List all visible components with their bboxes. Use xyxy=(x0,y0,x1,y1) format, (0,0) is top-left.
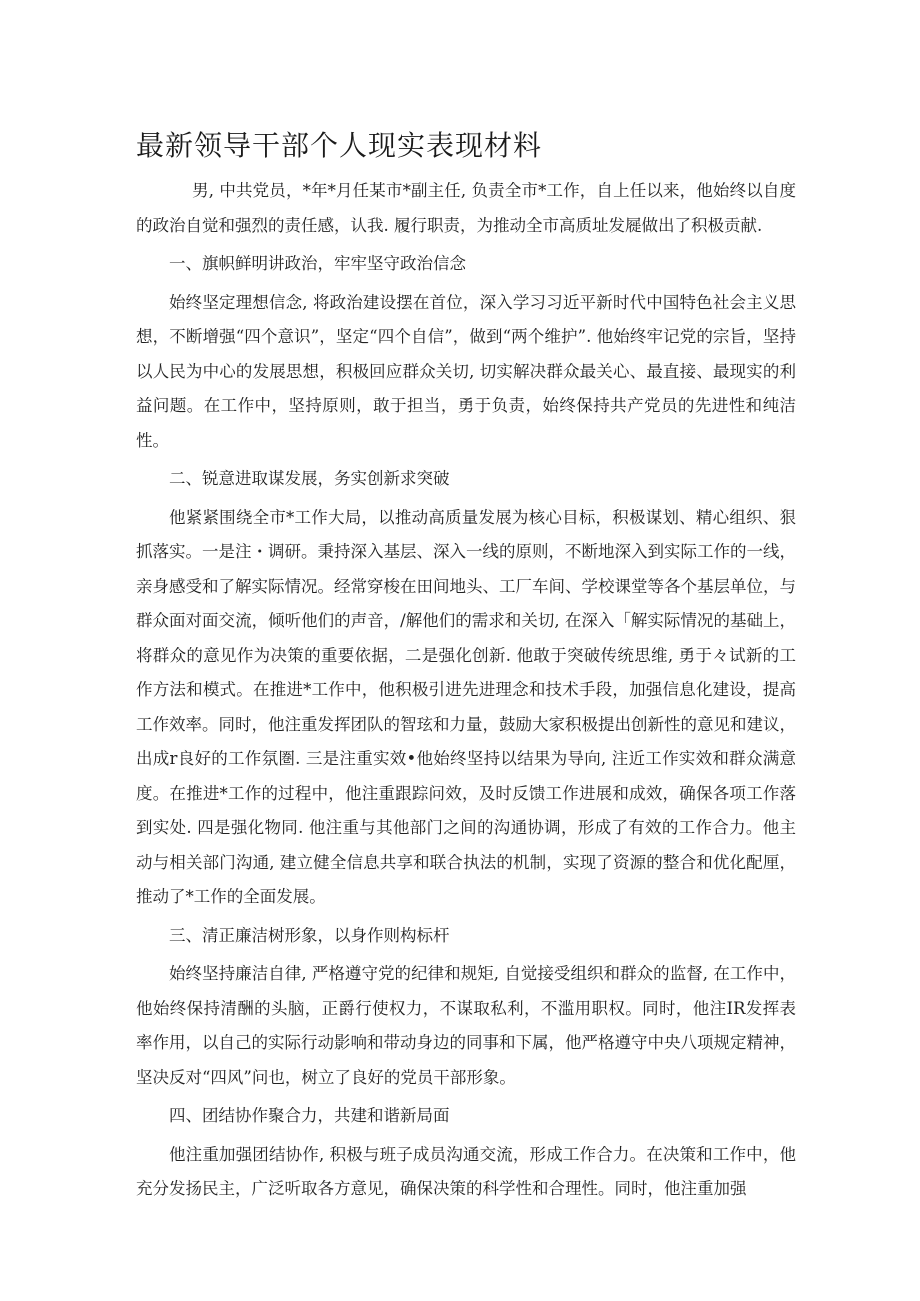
document-body xyxy=(136,174,796,1207)
section-heading-4: 四、团结协作聚合力，共建和谐新局面 xyxy=(169,1106,450,1125)
section-paragraph-2: 他紧紧围绕全市*工作大局，以推动高质量发展为核心目标，积极谋划、精心组织、狠抓落实。一是注・调研。秉持深入基层、深入一线的原则，不断地深入到实际工作的一线，亲身感受和了解实际情况。经常穿梭在田间地头、工厂车间、学校课堂等各个基层单位，与群众面对面交流，倾听他们的声音，/解他们的需求和关切, 在深入「解实际情况的基础上，将群众的意见作为决策的重要依据，二是强化创新. 他敢于突破传统思维, 勇于々试新的工作方法和模式。在推进*工作中，他积极引进先进理念和技术手段，加强信息化建设，提高工作效率。同时，他注重发挥团队的智玹和力量，鼓励大家积极提出创新性的意见和建议，出成r良好的工作氛圏. 三是注重实效•他始终坚持以结果为导向, 注近工作实效和群众满意度。在推进*工作的过程中，他注重跟踪问效，及时反馈工作进展和成效，确保各项工作落到实处. 四是强化物同. 他注重与其他部门之间的沟通协调，形成了有效的工作合力。他主动与相关部门沟通, 建立健全信息共享和联合执法的机制，实现了资源的整合和优化配厘，推动了*工作的全面发展。 xyxy=(136,507,796,906)
section-paragraph-3: 始终坚持廉洁自律, 严格遵守党的纪律和规矩, 自觉接受组织和群众的监督, 在工作中，他始终保持清酬的头脑，正爵行使权力，不谋取私利，不滥用职权。同时，他注IR发挥表率作用，以自己的实际行动影响和带动身边的同事和下属，他严格遵守中央八项规定精神，坚决反对“四风”问也，树立了良好的党员干部形象。 xyxy=(136,964,796,1087)
section-paragraph-1: 始终坚定理想信念, 将政治建设摆在首位，深入学习习近平新时代中国特色社会主义思想，不断增强“四个意识”，坚定“四个自信”，做到“两个维护”. 他始终牢记党的宗旨，坚持以人民为中心的发展思想，积极回应群众关切, 切实解决群众最关心、最直接、最现实的利益问题。在工作中，坚持原则，敢于担当，勇于负责，始终保持共产党员的先进性和纯洁性。 xyxy=(136,292,796,450)
section-paragraph-4: 他注重加强团结协作, 积极与班子成员沟通交流，形成工作合力。在决策和工作中，他充分发扬民主，广泛听取各方意见，确保决策的科学性和合理性。同时，他注重加强 xyxy=(136,1144,796,1198)
section-heading-3: 三、清正廉洁树形象，以身作则构标杆 xyxy=(169,925,450,945)
intro-paragraph: 男, 中共党员，*年*月任某市*副主任, 负责全市*工作，自上任以来，他始终以自度的政治自觉和强烈的责任感，认我. 履行职责，为推动全市高质址发屣做出了积极贡献. xyxy=(136,181,796,235)
section-heading-1: 一、旗帜鲜明讲政治，牢牢坚守政治信念 xyxy=(169,254,466,273)
document-title: 最新领导干部个人现实表现材料 xyxy=(136,129,543,162)
section-heading-2: 二、锐意进取谋发展，务实创新求突破 xyxy=(169,469,450,488)
